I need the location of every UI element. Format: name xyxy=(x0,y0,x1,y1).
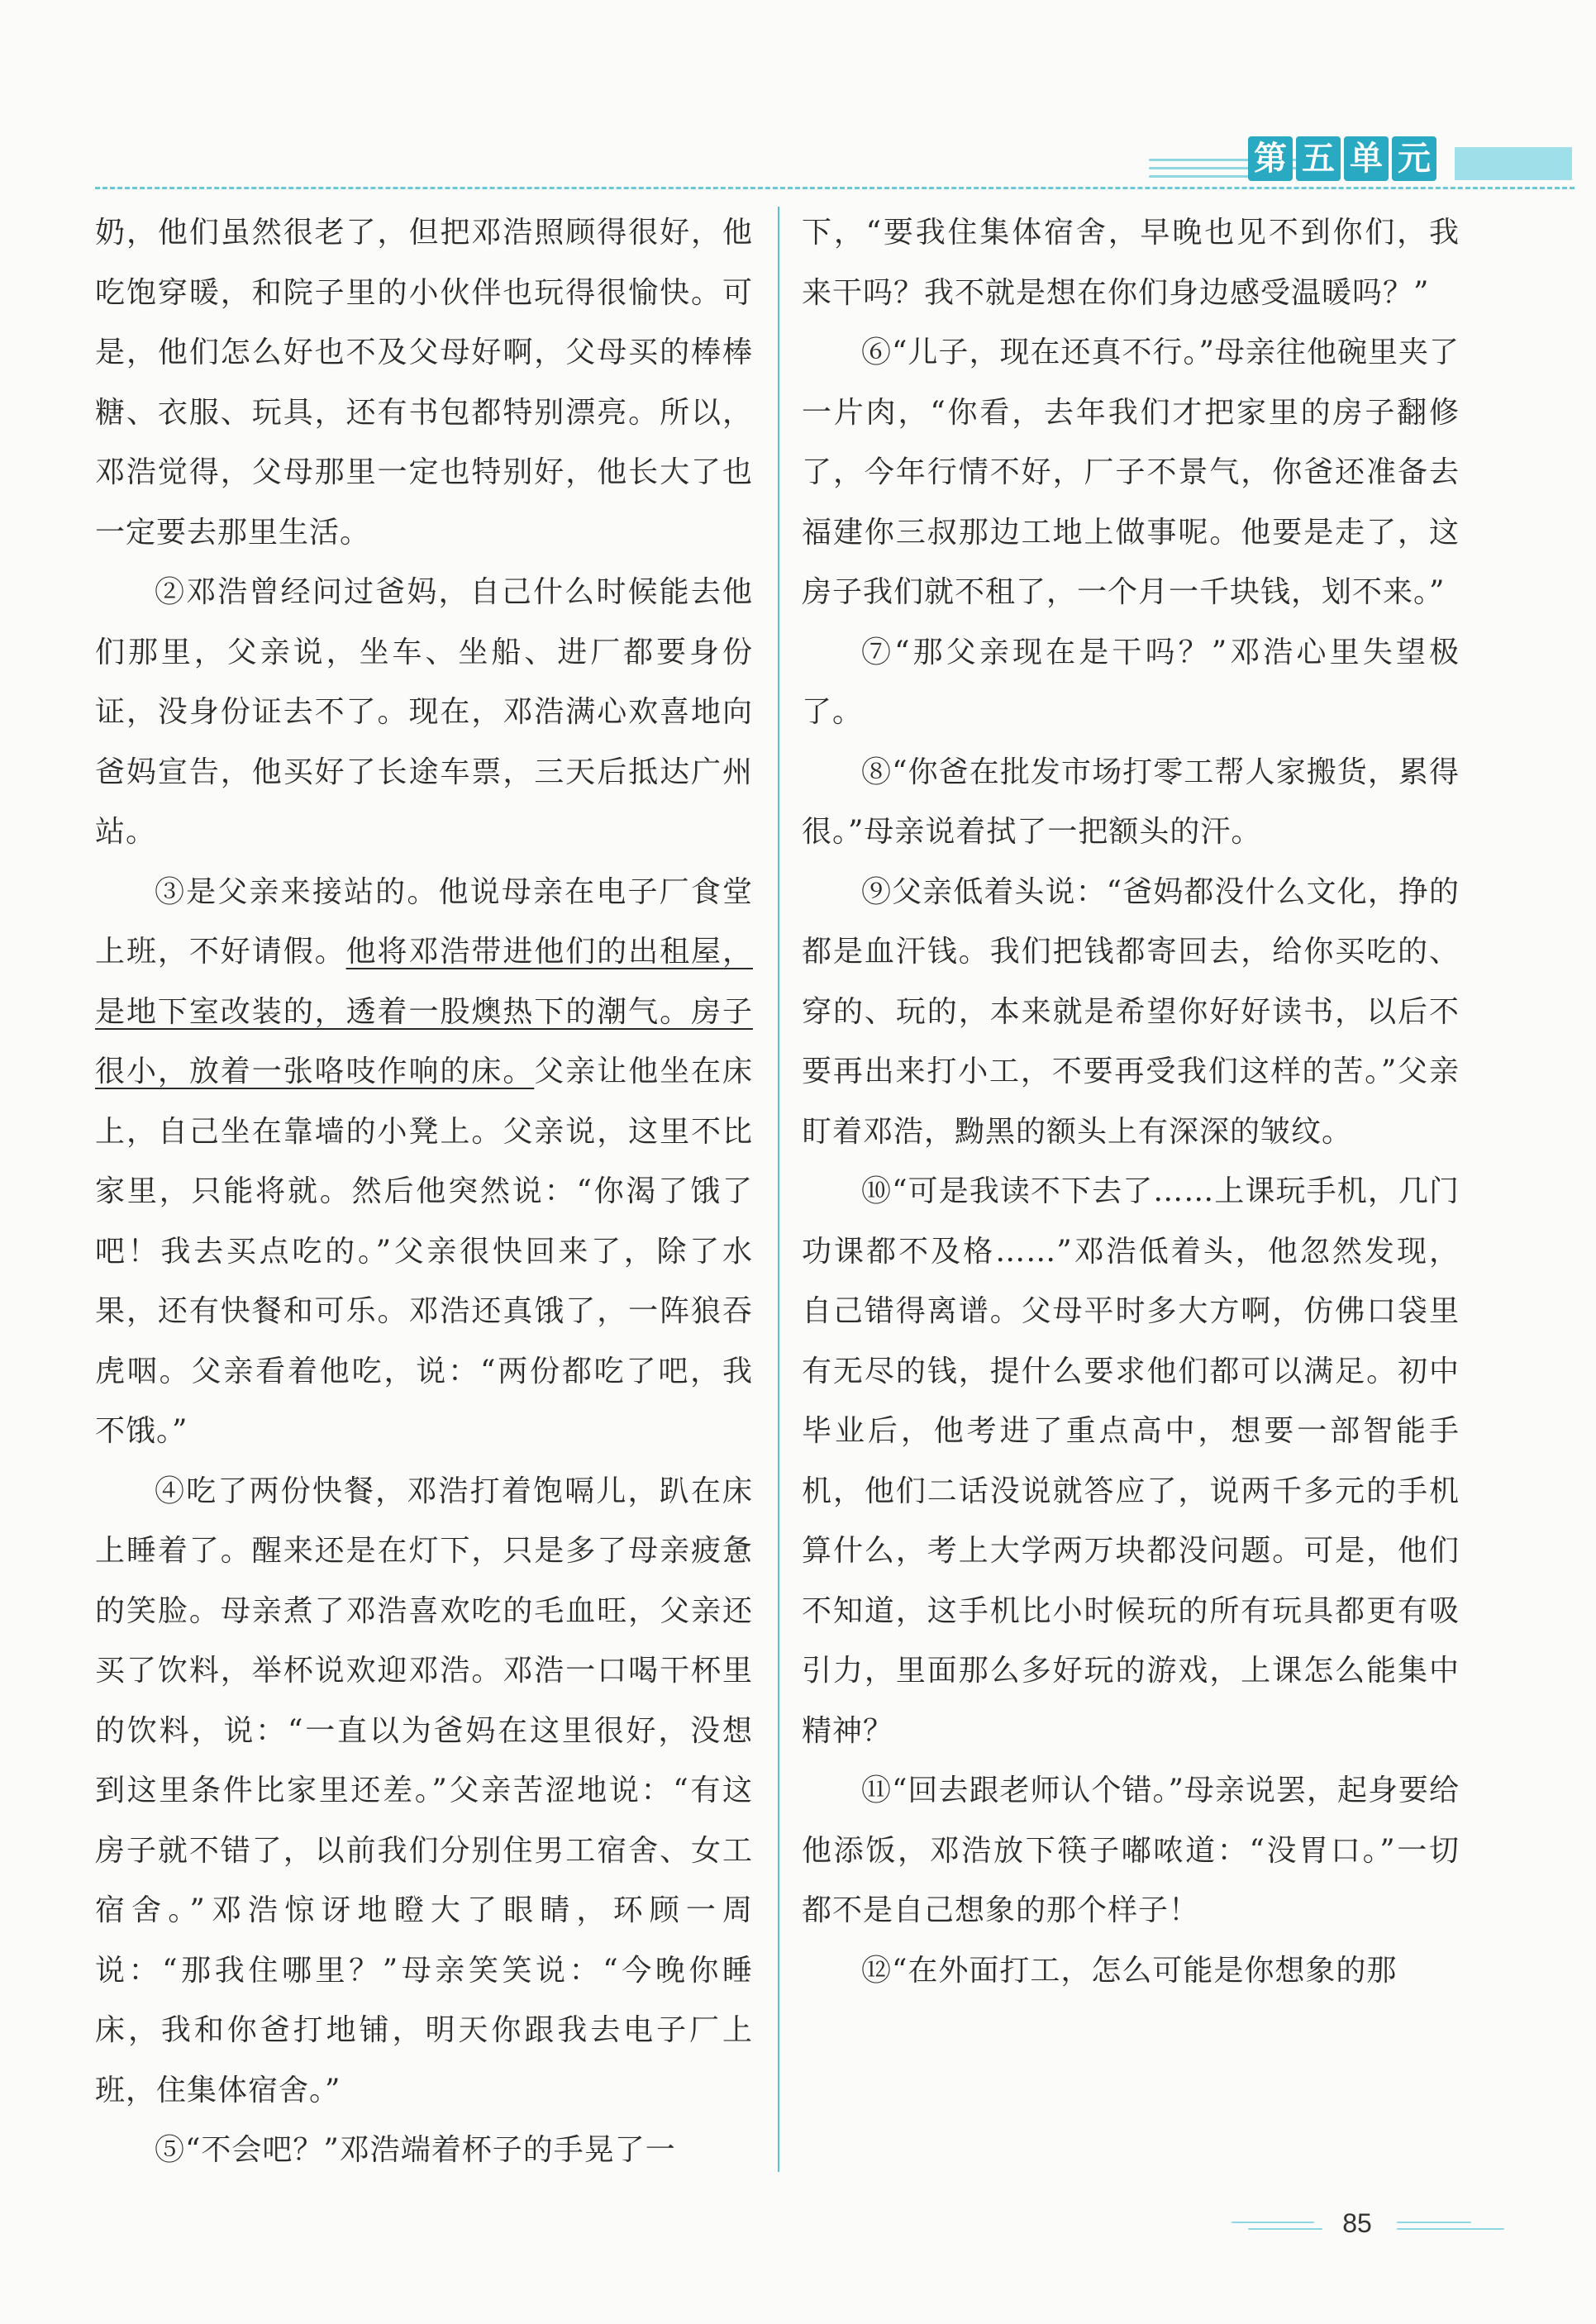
paragraph: 下，“要我住集体宿舍，早晚也见不到你们，我来干吗？我不就是想在你们身边感受温暖吗？” xyxy=(802,216,1460,310)
paragraph: 奶，他们虽然很老了，但把邓浩照顾得很好，他吃饱穿暖，和院子里的小伙伴也玩得很愉快。可是，他们怎么好也不及父母好啊，父母买的棒棒糖、衣服、玩具，还有书包都特别漂亮。所以，邓浩觉得，父母那里一定也特别好，他长大了也一定要去那里生活。 xyxy=(95,216,753,550)
paragraph-text: 父亲让他坐在床上，自己坐在靠墙的小凳上。父亲说，这里不比家里，只能将就。然后他突然说：“你渴了饿了吧！我去买点吃的。”父亲很快回来了，除了水果，还有快餐和可乐。邓浩还真饿了，一阵狼吞虎咽。父亲看着他吃，说：“两份都吃了吧，我不饿。” xyxy=(95,1055,753,1448)
page-number: 85 xyxy=(1332,2208,1382,2239)
underlined-sentence: 他将邓浩带进他们的出租屋，是地下室改装的，透着一股燠热下的潮气。房子很小，放着一张咯吱作响的床。 xyxy=(95,935,753,1088)
unit-title-char: 单 xyxy=(1344,136,1389,181)
left-column xyxy=(95,203,753,2181)
right-column xyxy=(802,203,1460,2001)
paragraph: ⑦“那父亲现在是干吗？”邓浩心里失望极了。 xyxy=(802,635,1460,729)
paragraph: ⑫“在外面打工，怎么可能是你想象的那 xyxy=(861,1953,1398,1988)
paragraph: ⑥“儿子，现在还真不行。”母亲往他碗里夹了一片肉，“你看，去年我们才把家里的房子翻修了，今年行情不好，厂子不景气，你爸还准备去福建你三叔那边工地上做事呢。他要是走了，这房子我们就不租了，一个月一千块钱，划不来。” xyxy=(802,336,1460,609)
paragraph: ⑨父亲低着头说：“爸妈都没什么文化，挣的都是血汗钱。我们把钱都寄回去，给你买吃的、穿的、玩的，本来就是希望你好好读书，以后不要再出来打小工，不要再受我们这样的苦。”父亲盯着邓浩，黝黑的额头上有深深的皱纹。 xyxy=(802,874,1460,1149)
paragraph: ⑤“不会吧？”邓浩端着杯子的手晃了一 xyxy=(155,2133,676,2167)
column-divider xyxy=(778,207,779,2172)
unit-title-char: 五 xyxy=(1296,136,1341,181)
unit-title xyxy=(1248,136,1436,181)
paragraph: ④吃了两份快餐，邓浩打着饱嗝儿，趴在床上睡着了。醒来还是在灯下，只是多了母亲疲惫的笑脸。母亲煮了邓浩喜欢吃的毛血旺，父亲还买了饮料，举杯说欢迎邓浩。邓浩一口喝干杯里的饮料，说：“一直以为爸妈在这里很好，没想到这里条件比家里还差。”父亲苦涩地说：“有这房子就不错了，以前我们分别住男工宿舍、女工宿舍。”邓浩惊讶地瞪大了眼睛，环顾一周说：“那我住哪里？”母亲笑笑说：“今晚你睡床，我和你爸打地铺，明天你跟我去电子厂上班，住集体宿舍。” xyxy=(95,1474,753,2107)
paragraph: ⑧“你爸在批发市场打零工帮人家搬货，累得很。”母亲说着拭了一把额头的汗。 xyxy=(802,755,1460,849)
paragraph: ⑩“可是我读不下去了……上课玩手机，几门功课都不及格……”邓浩低着头，他忽然发现，自己错得离谱。父母平时多大方啊，仿佛口袋里有无尽的钱，提什么要求他们都可以满足。初中毕业后，他考进了重点高中，想要一部智能手机，他们二话没说就答应了，说两千多元的手机算什么，考上大学两万块都没问题。可是，他们不知道，这手机比小时候玩的所有玩具都更有吸引力，里面那么多好玩的游戏，上课怎么能集中精神？ xyxy=(802,1174,1460,1748)
unit-title-char: 第 xyxy=(1248,136,1293,181)
paragraph-text: ③是父亲来接站的。他说母亲在电子厂食堂上班，不好请假。 xyxy=(95,874,753,969)
header-accent-bar xyxy=(1455,147,1572,180)
paragraph xyxy=(95,863,753,1462)
footer-decoration-lines xyxy=(1232,2215,1596,2240)
paragraph: ②邓浩曾经问过爸妈，自己什么时候能去他们那里，父亲说，坐车、坐船、进厂都要身份证，没身份证去不了。现在，邓浩满心欢喜地向爸妈宣告，他买好了长途车票，三天后抵达广州站。 xyxy=(95,575,753,849)
header-dashed-rule xyxy=(95,187,1575,189)
paragraph: ⑪“回去跟老师认个错。”母亲说罢，起身要给他添饭，邓浩放下筷子嘟哝道：“没胃口。”一切都不是自己想象的那个样子！ xyxy=(802,1774,1460,1927)
unit-title-char: 元 xyxy=(1392,136,1436,181)
